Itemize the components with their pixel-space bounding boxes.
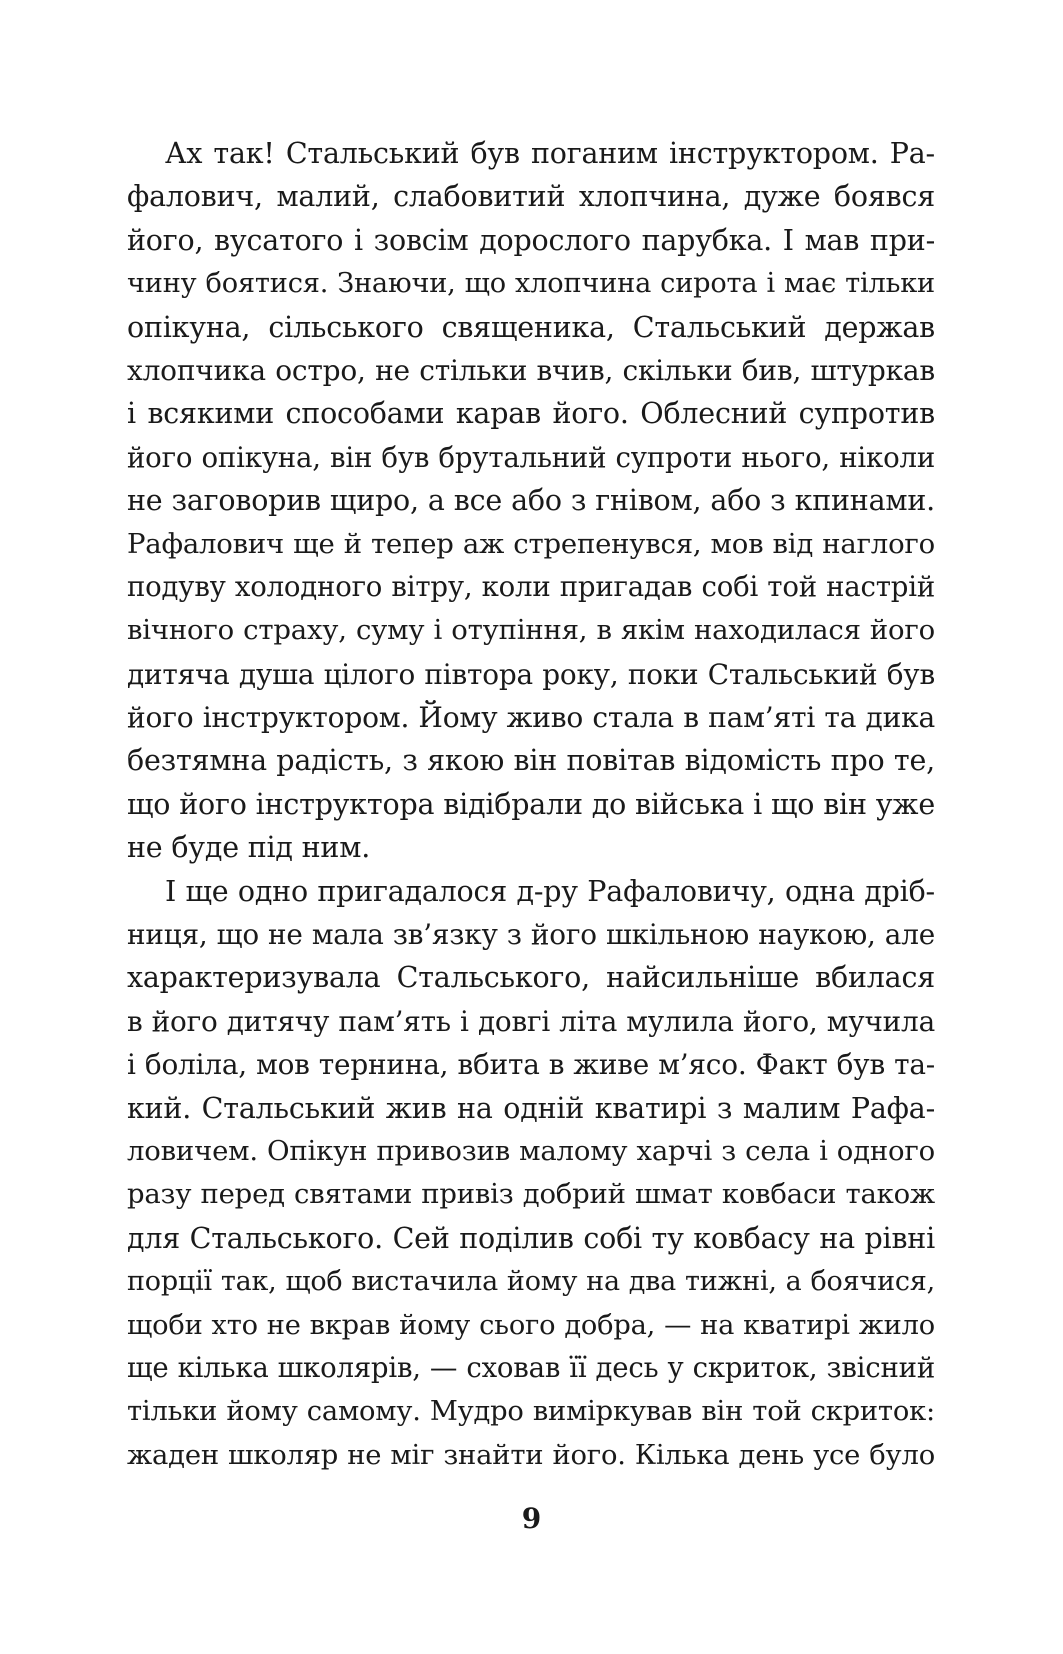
text-line: його, вусатого і зовсім дорослого парубка. І мав при- [127, 223, 935, 257]
text-line: його опікуна, він був брутальний супроти нього, ніколи [127, 440, 935, 474]
text-line: і всякими способами карав його. Облесний супротив [127, 397, 935, 431]
page-number: 9 [521, 1502, 542, 1535]
text-line: опікуна, сільського священика, Стальський держав [127, 310, 935, 344]
text-line: ловичем. Опікун привозив малому харчі з села і одного [127, 1134, 935, 1167]
page-body [127, 132, 935, 1477]
text-line: кий. Стальський жив на одній кватирі з малим Рафа- [127, 1091, 935, 1125]
paragraph-1 [127, 132, 935, 870]
text-line: разу перед святами привіз добрий шмат ковбаси також [127, 1178, 935, 1211]
text-line: дитяча душа цілого півтора року, поки Стальський був [127, 657, 935, 691]
text-line: ниця, що не мала зв’язку з його шкільною наукою, але [127, 918, 935, 952]
text-line: не буде під ним. [127, 831, 371, 865]
text-line: жаден школяр не міг знайти його. Кілька день усе було [127, 1439, 935, 1471]
text-line: чину боятися. Знаючи, що хлопчина сирота і має тільки [127, 268, 935, 300]
text-line: його інструктором. Йому живо стала в пам’яті та дика [127, 701, 935, 735]
text-line: порції так, щоб вистачила йому на два тижні, а боячися, [127, 1266, 935, 1298]
text-line: Рафалович ще й тепер аж стрепенувся, мов від наглого [127, 527, 935, 560]
text-line: Ах так! Стальський був поганим інструктором. Ра- [165, 137, 935, 170]
text-line: подуву холодного вітру, коли пригадав собі той настрій [127, 570, 935, 603]
text-line: тільки йому самому. Мудро виміркував він той скриток: [127, 1396, 935, 1428]
text-line: фалович, малий, слабовитий хлопчина, дуже боявся [127, 180, 935, 214]
text-line: ще кілька школярів, — сховав її десь у скриток, звісний [127, 1351, 935, 1384]
text-line: хлопчика остро, не стільки вчив, скільки бив, штуркав [127, 353, 935, 387]
text-line: щоби хто не вкрав йому сього добра, — на кватирі жило [127, 1309, 935, 1341]
text-line: що його інструктора відібрали до війська і що він уже [127, 787, 935, 821]
text-line: безтямна радість, з якою він повітав відомість про те, [127, 744, 935, 778]
text-line: і боліла, мов тернина, вбита в живе м’ясо. Факт був та- [127, 1048, 935, 1082]
text-line: характеризувала Стальського, найсильніше вбилася [127, 961, 935, 995]
text-line: вічного страху, суму і отупіння, в якім находилася його [127, 614, 935, 647]
paragraph-2 [127, 870, 935, 1477]
text-line: І ще одно пригадалося д-ру Рафаловичу, одна дріб- [165, 874, 935, 908]
text-line: в його дитячу пам’ять і довгі літа мулила його, мучила [127, 1004, 935, 1038]
text-line: не заговорив щиро, а все або з гнівом, або з кпинами. [127, 484, 935, 518]
text-line: для Стальського. Сей поділив собі ту ковбасу на рівні [127, 1221, 935, 1255]
